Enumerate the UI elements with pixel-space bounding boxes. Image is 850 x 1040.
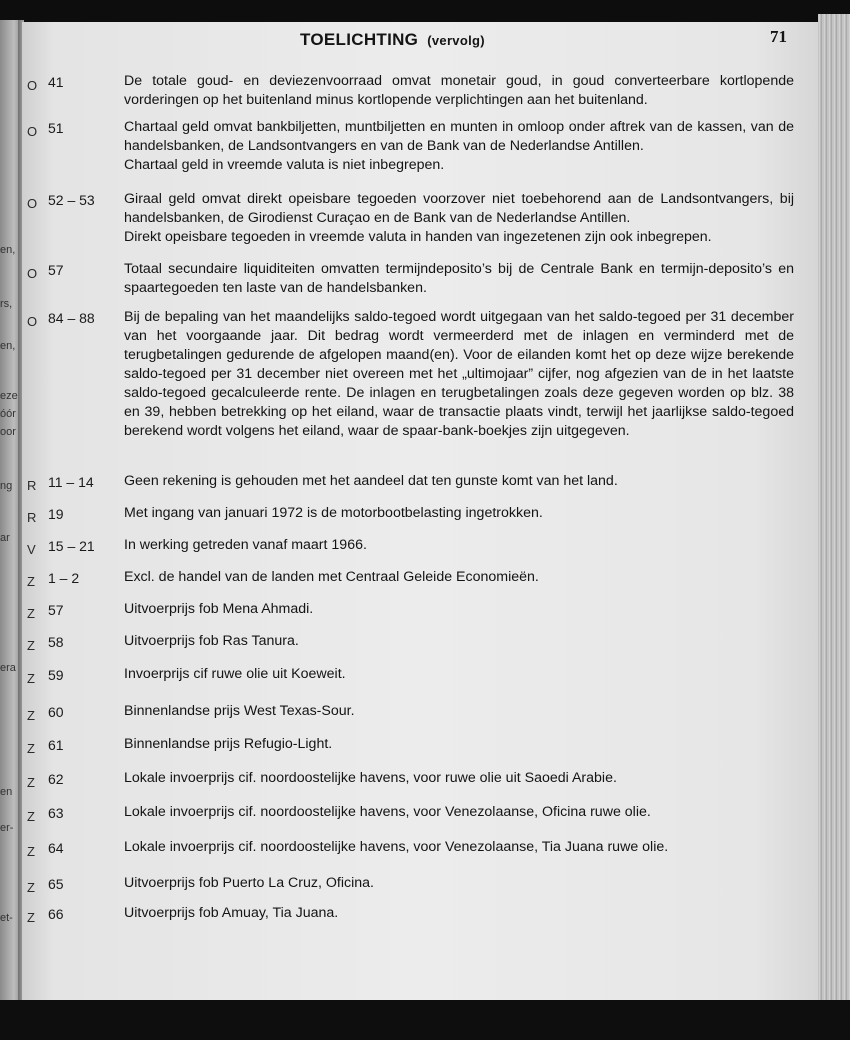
facing-page-fragment: en [0, 786, 13, 798]
column-reference: 58 [48, 634, 64, 650]
note-text [124, 632, 794, 651]
table-letter: Z [27, 606, 35, 621]
table-letter: Z [27, 638, 35, 653]
table-letter: R [27, 510, 37, 525]
column-reference: 19 [48, 506, 64, 522]
note-text [124, 803, 794, 822]
column-reference: 60 [48, 704, 64, 720]
note-paragraph: Binnenlandse prijs Refugio-Light. [124, 736, 333, 752]
note-paragraph: Excl. de handel van de landen met Centraal Geleide Economieën. [124, 569, 539, 585]
note-paragraph: Chartaal geld in vreemde valuta is niet inbegrepen. [124, 157, 445, 173]
note-paragraph: Uitvoerprijs fob Amuay, Tia Juana. [124, 905, 339, 921]
column-reference: 1 – 2 [48, 570, 80, 586]
table-letter: Z [27, 741, 35, 756]
note-text [124, 260, 794, 298]
note-text [124, 769, 794, 788]
facing-page-fragment: et- [0, 912, 13, 924]
table-letter: Z [27, 880, 35, 895]
note-paragraph: Giraal geld omvat direkt opeisbare tegoeden voorzover niet toebehorend aan de Landsontvangers, bij handelsbanken, de Girodienst Curaçao en de Bank van de Nederlandse Antillen. [124, 191, 794, 226]
table-letter: O [27, 124, 38, 139]
note-text [124, 536, 794, 555]
note-paragraph: Invoerprijs cif ruwe olie uit Koeweit. [124, 666, 346, 682]
column-reference: 11 – 14 [48, 474, 94, 490]
note-text [124, 190, 794, 247]
note-text [124, 568, 794, 587]
page-number: 71 [770, 27, 787, 46]
note-paragraph: Lokale invoerprijs cif. noordoostelijke havens, voor ruwe olie uit Saoedi Arabie. [124, 770, 617, 786]
column-reference: 59 [48, 667, 64, 683]
facing-page-fragment: en, [0, 244, 16, 256]
table-letter: O [27, 266, 38, 281]
note-text [124, 118, 794, 175]
page-title [300, 30, 485, 50]
page-stack-edge [818, 14, 850, 1014]
table-letter: Z [27, 910, 35, 925]
column-reference: 84 – 88 [48, 310, 95, 326]
note-paragraph: Totaal secundaire liquiditeiten omvatten termijndeposito’s bij de Centrale Bank en termijn-deposito’s en spaartegoeden ten laste van de handelsbanken. [124, 261, 794, 296]
column-reference: 61 [48, 737, 64, 753]
note-paragraph: Uitvoerprijs fob Puerto La Cruz, Oficina. [124, 875, 374, 891]
note-text [124, 72, 794, 110]
table-letter: Z [27, 708, 35, 723]
facing-page-fragment: ng [0, 480, 13, 492]
scan-top-border [0, 0, 850, 22]
note-text [124, 665, 794, 684]
column-reference: 57 [48, 602, 64, 618]
note-text [124, 874, 794, 893]
note-paragraph: Chartaal geld omvat bankbiljetten, muntbiljetten en munten in omloop onder aftrek van de kassen, van de handelsbanken, de Landsontvangers en van de Bank van de Nederlandse Antillen. [124, 119, 794, 154]
note-text [124, 904, 794, 923]
note-paragraph: Lokale invoerprijs cif. noordoostelijke havens, voor Venezolaanse, Oficina ruwe olie. [124, 804, 651, 820]
table-letter: Z [27, 574, 35, 589]
note-text [124, 735, 794, 754]
note-text [124, 702, 794, 721]
table-letter: V [27, 542, 36, 557]
table-letter: Z [27, 844, 35, 859]
table-letter: R [27, 478, 37, 493]
column-reference: 52 – 53 [48, 192, 95, 208]
facing-page-edge [0, 20, 20, 1005]
scan-bottom-border [0, 1000, 850, 1040]
note-paragraph: Direkt opeisbare tegoeden in vreemde valuta in handen van ingezetenen zijn ook inbegrepen. [124, 229, 712, 245]
facing-page-fragment: er- [0, 822, 14, 834]
column-reference: 65 [48, 876, 64, 892]
table-letter: Z [27, 671, 35, 686]
note-text [124, 838, 794, 857]
facing-page-fragment: era [0, 662, 16, 674]
column-reference: 66 [48, 906, 64, 922]
note-text [124, 600, 794, 619]
note-paragraph: Geen rekening is gehouden met het aandeel dat ten gunste komt van het land. [124, 473, 618, 489]
facing-page-fragment: óór [0, 408, 16, 420]
table-letter: O [27, 314, 38, 329]
facing-page-fragment: rs, [0, 298, 13, 310]
facing-page-fragment: oor [0, 426, 16, 438]
column-reference: 57 [48, 262, 64, 278]
facing-page-fragment: ar [0, 532, 10, 544]
note-text [124, 504, 794, 523]
note-paragraph: Uitvoerprijs fob Ras Tanura. [124, 633, 299, 649]
page-title-main: TOELICHTING [300, 30, 419, 49]
column-reference: 41 [48, 74, 64, 90]
column-reference: 62 [48, 771, 64, 787]
facing-page-fragment: eze [0, 390, 18, 402]
note-text [124, 308, 794, 441]
note-paragraph: Bij de bepaling van het maandelijks saldo-tegoed wordt uitgegaan van het saldo-tegoed per 31 december van het voorgaande jaar. Dit bedrag wordt vermeerderd met de inlagen en verminderd met de terugbetalingen gedurende de afgelopen maand(en). Voor de eilanden komt het op deze wijze berekende saldo-tegoed per 31 december niet overeen met het „ultimojaar” cijfer, nog afgezien van de in het laatste saldo-tegoed gecalculeerde rente. De inlagen en terugbetalingen zoals deze gegeven worden op blz. 38 en 39, hebben betrekking op het eiland, waar de transactie plaats vindt, terwijl het jaarlijkse saldo-tegoed berekend wordt volgens het eiland, waar de spaar-bank-boekjes zijn uitgegeven. [124, 309, 794, 439]
table-letter: Z [27, 809, 35, 824]
table-letter: Z [27, 775, 35, 790]
column-reference: 51 [48, 120, 64, 136]
page-title-suffix: (vervolg) [427, 33, 485, 48]
table-letter: O [27, 196, 38, 211]
note-text [124, 472, 794, 491]
note-paragraph: Lokale invoerprijs cif. noordoostelijke havens, voor Venezolaanse, Tia Juana ruwe olie. [124, 839, 669, 855]
table-letter: O [27, 78, 38, 93]
column-reference: 64 [48, 840, 64, 856]
facing-page-fragment: en, [0, 340, 16, 352]
note-paragraph: De totale goud- en deviezenvoorraad omvat monetair goud, in goud converteerbare kortlopende vorderingen op het buitenland minus kortlopende verplichtingen aan het buitenland. [124, 73, 794, 108]
note-paragraph: Met ingang van januari 1972 is de motorbootbelasting ingetrokken. [124, 505, 543, 521]
note-paragraph: Binnenlandse prijs West Texas-Sour. [124, 703, 355, 719]
note-paragraph: Uitvoerprijs fob Mena Ahmadi. [124, 601, 314, 617]
column-reference: 63 [48, 805, 64, 821]
column-reference: 15 – 21 [48, 538, 95, 554]
note-paragraph: In werking getreden vanaf maart 1966. [124, 537, 367, 553]
